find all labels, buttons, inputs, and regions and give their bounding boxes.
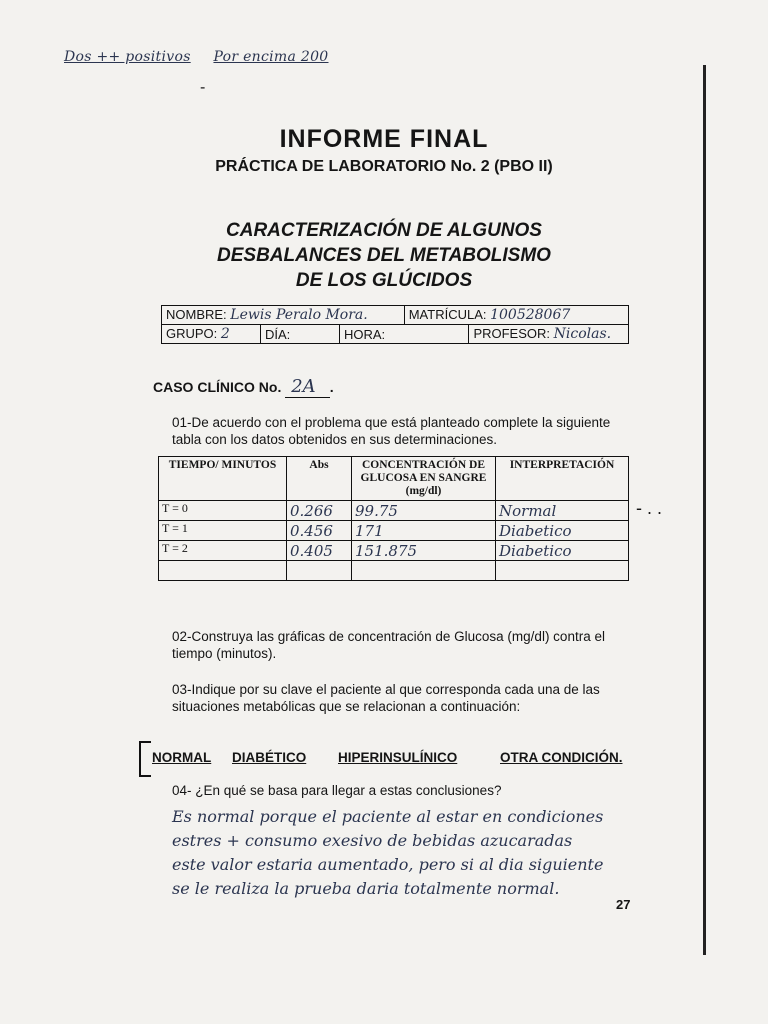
profesor-value: Nicolas.	[553, 326, 612, 342]
student-info-table	[161, 305, 629, 344]
row3-interp	[496, 561, 629, 581]
answer-line-2: estres + consumo exesivo de bebidas azucaradas	[172, 831, 573, 850]
row1-conc: 171	[352, 521, 496, 541]
dia-label: DÍA:	[265, 326, 291, 342]
question-04: 04- ¿En qué se basa para llegar a estas conclusiones?	[172, 783, 502, 798]
matricula-value: 100528067	[490, 307, 571, 323]
table-row	[159, 501, 629, 521]
row0-conc: 99.75	[352, 501, 496, 521]
row3-tiempo	[159, 561, 287, 581]
caso-suffix: .	[329, 379, 334, 395]
header-tiempo: TIEMPO/ MINUTOS	[159, 457, 287, 501]
profesor-cell	[469, 325, 629, 344]
topic-line-3: DE LOS GLÚCIDOS	[295, 270, 473, 291]
profesor-label: PROFESOR:	[473, 326, 551, 341]
nombre-label: NOMBRE:	[166, 307, 227, 322]
glucose-data-table	[158, 456, 629, 581]
row2-tiempo: T = 2	[159, 541, 287, 561]
table-header-row	[159, 457, 629, 501]
stray-pen-mark: - . .	[636, 498, 662, 518]
header-concentracion: CONCENTRACIÓN DE GLUCOSA EN SANGRE (mg/dl)	[352, 457, 496, 501]
page-edge-line	[703, 65, 706, 955]
header-note-part1: Dos ++ positivos	[64, 49, 191, 65]
matricula-cell	[404, 306, 628, 325]
table-row	[159, 521, 629, 541]
row2-abs: 0.405	[287, 541, 352, 561]
header-dash: -	[200, 79, 206, 96]
hora-label: HORA:	[344, 326, 386, 342]
option-otra: OTRA CONDICIÓN.	[500, 750, 623, 765]
row2-interp: Diabetico	[496, 541, 629, 561]
row1-abs: 0.456	[287, 521, 352, 541]
option-normal: NORMAL	[152, 750, 212, 765]
caso-clinico	[153, 376, 334, 397]
row2-conc: 151.875	[352, 541, 496, 561]
row3-conc	[352, 561, 496, 581]
handwritten-header-note	[64, 49, 347, 65]
caso-value: 2A	[285, 376, 329, 398]
table-row-empty	[159, 561, 629, 581]
question-03: 03-Indique por su clave el paciente al que corresponda cada una de las situaciones metabólicas que se relacionan a continuación:	[172, 682, 600, 714]
row1-interp: Diabetico	[496, 521, 629, 541]
option-diabetico: DIABÉTICO	[232, 750, 307, 765]
header-interpretacion: INTERPRETACIÓN	[496, 457, 629, 501]
caso-label: CASO CLÍNICO No.	[153, 379, 282, 395]
hora-cell	[340, 325, 469, 344]
row3-abs	[287, 561, 352, 581]
table-row	[159, 541, 629, 561]
hand-drawn-bracket	[139, 741, 151, 777]
page-number: 27	[616, 897, 631, 912]
grupo-cell	[162, 325, 261, 344]
header-note-part2: Por encima 200	[213, 49, 329, 65]
answer-line-4: se le realiza la prueba daria totalmente normal.	[172, 879, 560, 898]
dia-cell	[261, 325, 340, 344]
report-topic	[0, 218, 768, 293]
grupo-value: 2	[220, 326, 230, 342]
report-title: INFORME FINAL	[279, 125, 489, 153]
topic-line-2: DESBALANCES DEL METABOLISMO	[217, 245, 551, 266]
header-abs: Abs	[287, 457, 352, 501]
row1-tiempo: T = 1	[159, 521, 287, 541]
row0-tiempo: T = 0	[159, 501, 287, 521]
question-01: 01-De acuerdo con el problema que está planteado complete la siguiente tabla con los datos obtenidos en sus determinaciones.	[172, 415, 611, 447]
grupo-label: GRUPO:	[166, 326, 218, 341]
row0-abs: 0.266	[287, 501, 352, 521]
row0-interp: Normal	[496, 501, 629, 521]
topic-line-1: CARACTERIZACIÓN DE ALGUNOS	[226, 220, 542, 241]
answer-line-1: Es normal porque el paciente al estar en condiciones	[172, 807, 604, 826]
matricula-label: MATRÍCULA:	[408, 307, 487, 322]
option-hiperinsulinico: HIPERINSULÍNICO	[338, 750, 458, 765]
answer-line-3: este valor estaria aumentado, pero si al dia siguiente	[172, 855, 604, 874]
question-02: 02-Construya las gráficas de concentración de Glucosa (mg/dl) contra el tiempo (minutos).	[172, 629, 605, 661]
nombre-cell	[162, 306, 405, 325]
nombre-value: Lewis Peralo Mora.	[230, 307, 368, 323]
report-subtitle: PRÁCTICA DE LABORATORIO No. 2 (PBO II)	[215, 158, 553, 175]
